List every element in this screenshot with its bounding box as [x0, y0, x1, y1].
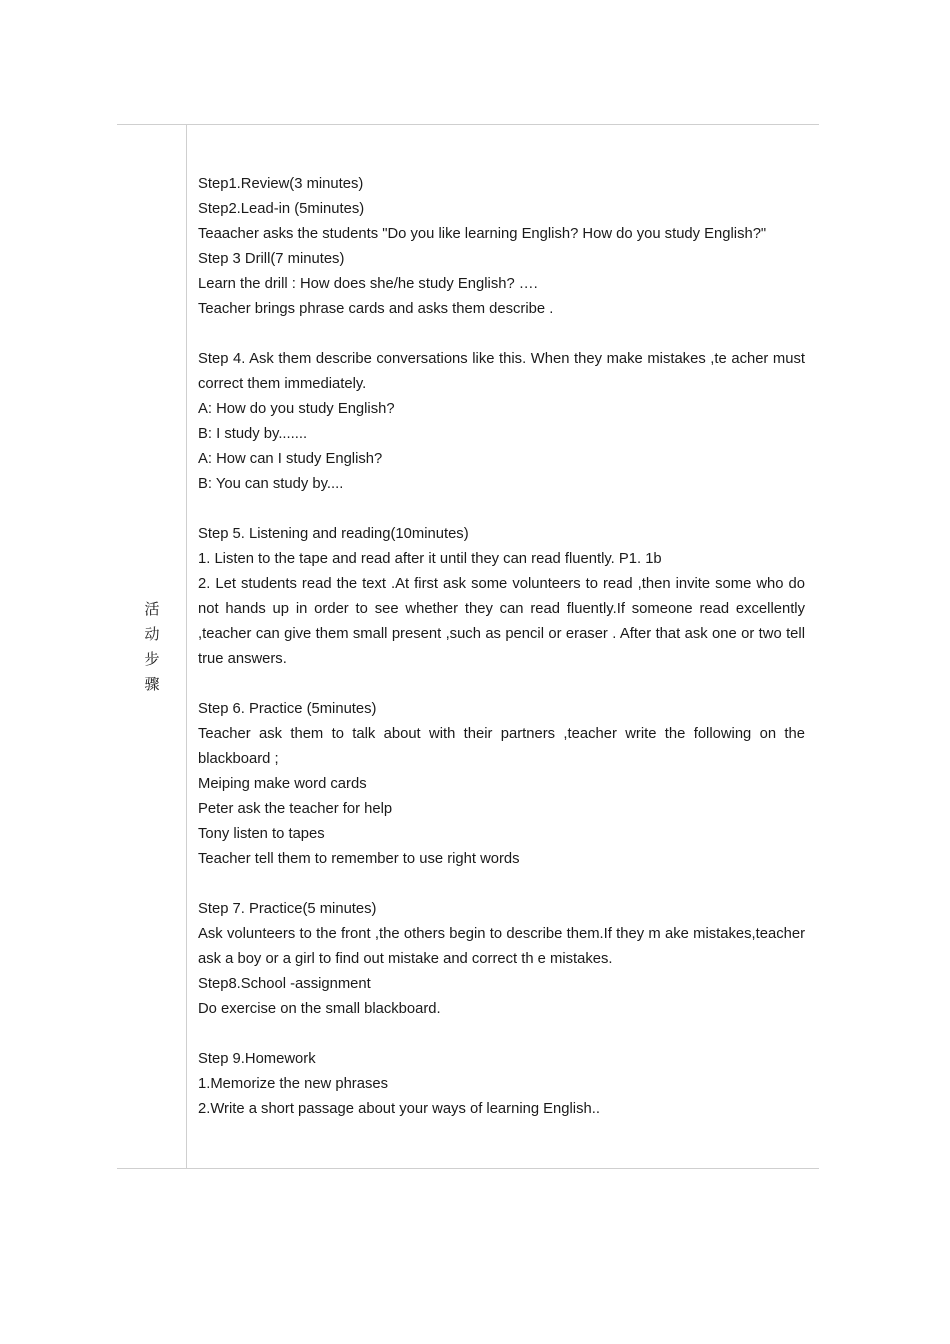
step-line: Meiping make word cards	[198, 776, 367, 792]
step-line: Step 6. Practice (5minutes)	[198, 701, 377, 717]
blank-line	[198, 1022, 805, 1047]
step-line: B: I study by.......	[198, 426, 308, 442]
row-label-char: 步	[144, 650, 160, 668]
step-line: Teacher tell them to remember to use right words	[198, 851, 520, 867]
step-line: Step2.Lead-in (5minutes)	[198, 201, 365, 217]
blank-line	[198, 672, 805, 697]
step-line: Peter ask the teacher for help	[198, 801, 393, 817]
step-line: 1.Memorize the new phrases	[198, 1076, 388, 1092]
step-line: Do exercise on the small blackboard.	[198, 1001, 441, 1017]
step-line: Ask volunteers to the front ,the others begin to describe them.If they m ake mistakes,teacher ask a boy or a girl to find out mistake and correct th e mistakes.	[198, 926, 805, 967]
label-cell	[117, 125, 187, 1168]
step-line: B: You can study by....	[198, 476, 344, 492]
step-line: A: How do you study English?	[198, 401, 395, 417]
step-line: Step1.Review(3 minutes)	[198, 176, 364, 192]
row-label-char: 活	[144, 600, 160, 618]
step-line: 1. Listen to the tape and read after it until they can read fluently. P1. 1b	[198, 551, 662, 567]
step-line: Step8.School -assignment	[198, 976, 371, 992]
step-line: Step 5. Listening and reading(10minutes)	[198, 526, 469, 542]
row-label	[143, 597, 161, 697]
row-label-char: 骤	[144, 675, 160, 693]
step-line: Teacher brings phrase cards and asks them describe .	[198, 301, 554, 317]
blank-line	[198, 497, 805, 522]
step-line: Tony listen to tapes	[198, 826, 325, 842]
step-line: Step 9.Homework	[198, 1051, 316, 1067]
step-line: Step 4. Ask them describe conversations like this. When they make mistakes ,te acher must correct them immediately.	[198, 351, 805, 392]
row-label-char: 动	[144, 625, 160, 643]
step-line: 2. Let students read the text .At first ask some volunteers to read ,then invite some who do not hands up in order to see whether they can read fluently.If someone read excellently ,teacher can give them small present ,such as pencil or eraser . After that ask one or two tell true answers.	[198, 576, 805, 667]
activity-steps-content	[198, 172, 805, 1122]
blank-line	[198, 872, 805, 897]
step-line: A: How can I study English?	[198, 451, 383, 467]
step-line: Teacher ask them to talk about with their partners ,teacher write the following on the blackboard ;	[198, 726, 805, 767]
blank-line	[198, 322, 805, 347]
step-line: 2.Write a short passage about your ways of learning English..	[198, 1101, 600, 1117]
step-line: Learn the drill : How does she/he study English? ….	[198, 276, 538, 292]
lesson-table	[117, 124, 819, 1169]
step-line: Step 7. Practice(5 minutes)	[198, 901, 377, 917]
step-line: Step 3 Drill(7 minutes)	[198, 251, 345, 267]
step-line: Teaacher asks the students "Do you like learning English? How do you study English?"	[198, 226, 767, 242]
